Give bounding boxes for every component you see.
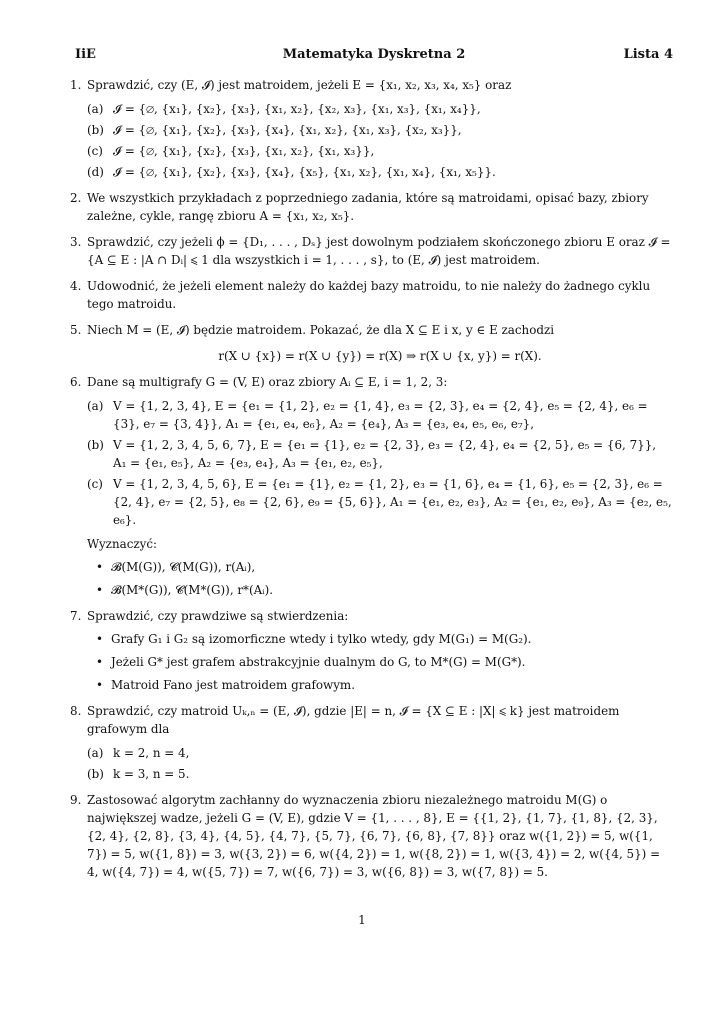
problem-text: Sprawdzić, czy jeżeli ϕ = {D₁, . . . , Dₛ} jest dowolnym podziałem skończonego zbioru E oraz 𝓘 = {A ⊆ E : |A ∩ Dᵢ| ⩽ 1 dla wszystkich i = 1, . . . , s}, to (E, 𝓘) jest matroidem. — [87, 235, 671, 267]
subitem-text: 𝓘 = {∅, {x₁}, {x₂}, {x₃}, {x₄}, {x₁, x₂}, {x₁, x₃}, {x₂, x₃}}, — [113, 123, 462, 137]
subitem — [87, 121, 673, 139]
header-department: IiE — [75, 47, 96, 62]
subitem-list — [87, 744, 673, 783]
subitem — [87, 744, 673, 762]
problem-number: 1. — [70, 78, 82, 92]
problem-9 — [70, 791, 673, 881]
subitem-label: (b) — [87, 438, 104, 452]
problem-text: Dane są multigrafy G = (V, E) oraz zbiory Aᵢ ⊆ E, i = 1, 2, 3: — [87, 375, 448, 389]
page-header — [75, 47, 673, 65]
bullet-text: Grafy G₁ i G₂ są izomorficzne wtedy i tylko wtedy, gdy M(G₁) = M(G₂). — [111, 632, 532, 646]
subitem-text: V = {1, 2, 3, 4, 5, 6}, E = {e₁ = {1}, e₂ = {1, 2}, e₃ = {1, 6}, e₄ = {1, 6}, e₅ = {2, 3}, e₆ = {2, 4}, e₇ = {2, 5}, e₈ = {2, 6}, e₉ = {5, 6}}, A₁ = {e₁, e₂, e₃}, A₂ = {e₁, e₂, e₉}, A₃ = {e₂, e₅, e₆}. — [113, 477, 672, 527]
bullet-text: 𝓑(M*(G)), 𝓒(M*(G)), r*(Aᵢ). — [111, 583, 274, 597]
subitem-text: k = 2, n = 4, — [113, 746, 190, 760]
subitem-text: V = {1, 2, 3, 4, 5, 6, 7}, E = {e₁ = {1}, e₂ = {2, 3}, e₃ = {2, 4}, e₄ = {2, 5}, e₅ = {6, 7}}, A₁ = {e₁, e₅}, A₂ = {e₃, e₄}, A₃ = {e₁, e₂, e₅}, — [113, 438, 657, 470]
problem-text: Sprawdzić, czy matroid Uₖ,ₙ = (E, 𝓘), gdzie |E| = n, 𝓘 = {X ⊆ E : |X| ⩽ k} jest matroidem grafowym dla — [87, 704, 620, 736]
bullet-item — [87, 581, 673, 599]
header-list-number: Lista 4 — [623, 47, 673, 62]
problem-number: 9. — [70, 793, 82, 807]
bullet-dot-icon: • — [96, 560, 104, 574]
subitem-text: V = {1, 2, 3, 4}, E = {e₁ = {1, 2}, e₂ = {1, 4}, e₃ = {2, 3}, e₄ = {2, 4}, e₅ = {2, 4}, e₆ = {3}, e₇ = {3, 4}}, A₁ = {e₁, e₄, e₆}, A₂ = {e₄}, A₃ = {e₃, e₄, e₅, e₆, e₇}, — [113, 399, 648, 431]
problem-number: 7. — [70, 609, 82, 623]
bullet-item — [87, 653, 673, 671]
header-course-title: Matematyka Dyskretna 2 — [282, 47, 466, 62]
problem-list — [70, 76, 673, 889]
display-equation: r(X ∪ {x}) = r(X ∪ {y}) = r(X) ⇒ r(X ∪ {x, y}) = r(X). — [218, 349, 542, 363]
problem-3 — [70, 233, 673, 269]
problem-number: 4. — [70, 279, 82, 293]
problem-number: 3. — [70, 235, 82, 249]
subitem — [87, 100, 673, 118]
subitem-text: 𝓘 = {∅, {x₁}, {x₂}, {x₃}, {x₁, x₂}, {x₂, x₃}, {x₁, x₃}, {x₁, x₄}}, — [113, 102, 481, 116]
subitem-label: (c) — [87, 477, 103, 491]
subitem-list — [87, 100, 673, 181]
subitem-text: 𝓘 = {∅, {x₁}, {x₂}, {x₃}, {x₄}, {x₅}, {x₁, x₂}, {x₁, x₄}, {x₁, x₅}}. — [113, 165, 496, 179]
subitem-label: (a) — [87, 102, 104, 116]
bullet-dot-icon: • — [96, 678, 104, 692]
bullet-text: Jeżeli G* jest grafem abstrakcyjnie dualnym do G, to M*(G) = M(G*). — [111, 655, 526, 669]
problem-text: Sprawdzić, czy (E, 𝓘) jest matroidem, jeżeli E = {x₁, x₂, x₃, x₄, x₅} oraz — [87, 78, 512, 92]
subitem-label: (b) — [87, 767, 104, 781]
problem-6 — [70, 373, 673, 599]
subitem — [87, 436, 673, 472]
problem-5 — [70, 321, 673, 365]
problem-7 — [70, 607, 673, 694]
bullet-dot-icon: • — [96, 583, 104, 597]
subitem-text: k = 3, n = 5. — [113, 767, 190, 781]
subitem-label: (b) — [87, 123, 104, 137]
problem-number: 5. — [70, 323, 82, 337]
problem-1 — [70, 76, 673, 181]
problem-followup-text: Wyznaczyć: — [87, 537, 157, 551]
problem-text: Zastosować algorytm zachłanny do wyznaczenia zbioru niezależnego matroidu M(G) o największej wadze, jeżeli G = (V, E), gdzie V = {1, . . . , 8}, E = {{1, 2}, {1, 7}, {1, 8}, {2, 3}, {2, 4}, {2, 8}, {3, 4}, {4, 5}, {4, 7}, {5, 7}, {6, 7}, {6, 8}, {7, 8}} oraz w({1, 2}) = 5, w({1, 7}) = 5, w({1, 8}) = 3, w({3, 2}) = 6, w({4, 2}) = 1, w({8, 2}) = 1, w({3, 4}) = 2, w({4, 5}) = 4, w({4, 7}) = 4, w({5, 7}) = 7, w({6, 7}) = 3, w({6, 8}) = 3, w({7, 8}) = 5. — [87, 793, 661, 879]
problem-text: Udowodnić, że jeżeli element należy do każdej bazy matroidu, to nie należy do żadnego cyklu tego matroidu. — [87, 279, 651, 311]
subitem — [87, 475, 673, 529]
subitem-label: (c) — [87, 144, 103, 158]
subitem — [87, 765, 673, 783]
subitem-label: (a) — [87, 399, 104, 413]
problem-number: 8. — [70, 704, 82, 718]
bullet-item — [87, 630, 673, 648]
subitem — [87, 142, 673, 160]
problem-text: We wszystkich przykładach z poprzedniego zadania, które są matroidami, opisać bazy, zbiory zależne, cykle, rangę zbioru A = {x₁, x₂, x₅}. — [87, 191, 649, 223]
subitem-text: 𝓘 = {∅, {x₁}, {x₂}, {x₃}, {x₁, x₂}, {x₁, x₃}}, — [113, 144, 375, 158]
problem-8 — [70, 702, 673, 783]
bullet-dot-icon: • — [96, 655, 104, 669]
subitem-list — [87, 397, 673, 529]
problem-4 — [70, 277, 673, 313]
page-number: 1 — [358, 913, 366, 927]
problem-text: Sprawdzić, czy prawdziwe są stwierdzenia: — [87, 609, 349, 623]
subitem-label: (a) — [87, 746, 104, 760]
bullet-item — [87, 676, 673, 694]
problem-2 — [70, 189, 673, 225]
problem-number: 2. — [70, 191, 82, 205]
problem-number: 6. — [70, 375, 82, 389]
subitem — [87, 397, 673, 433]
problem-text: Niech M = (E, 𝓘) będzie matroidem. Pokazać, że dla X ⊆ E i x, y ∈ E zachodzi — [87, 323, 555, 337]
subitem-label: (d) — [87, 165, 104, 179]
subitem — [87, 163, 673, 181]
bullet-text: Matroid Fano jest matroidem grafowym. — [111, 678, 355, 692]
bullet-text: 𝓑(M(G)), 𝓒(M(G)), r(Aᵢ), — [111, 560, 256, 574]
bullet-item — [87, 558, 673, 576]
bullet-dot-icon: • — [96, 632, 104, 646]
